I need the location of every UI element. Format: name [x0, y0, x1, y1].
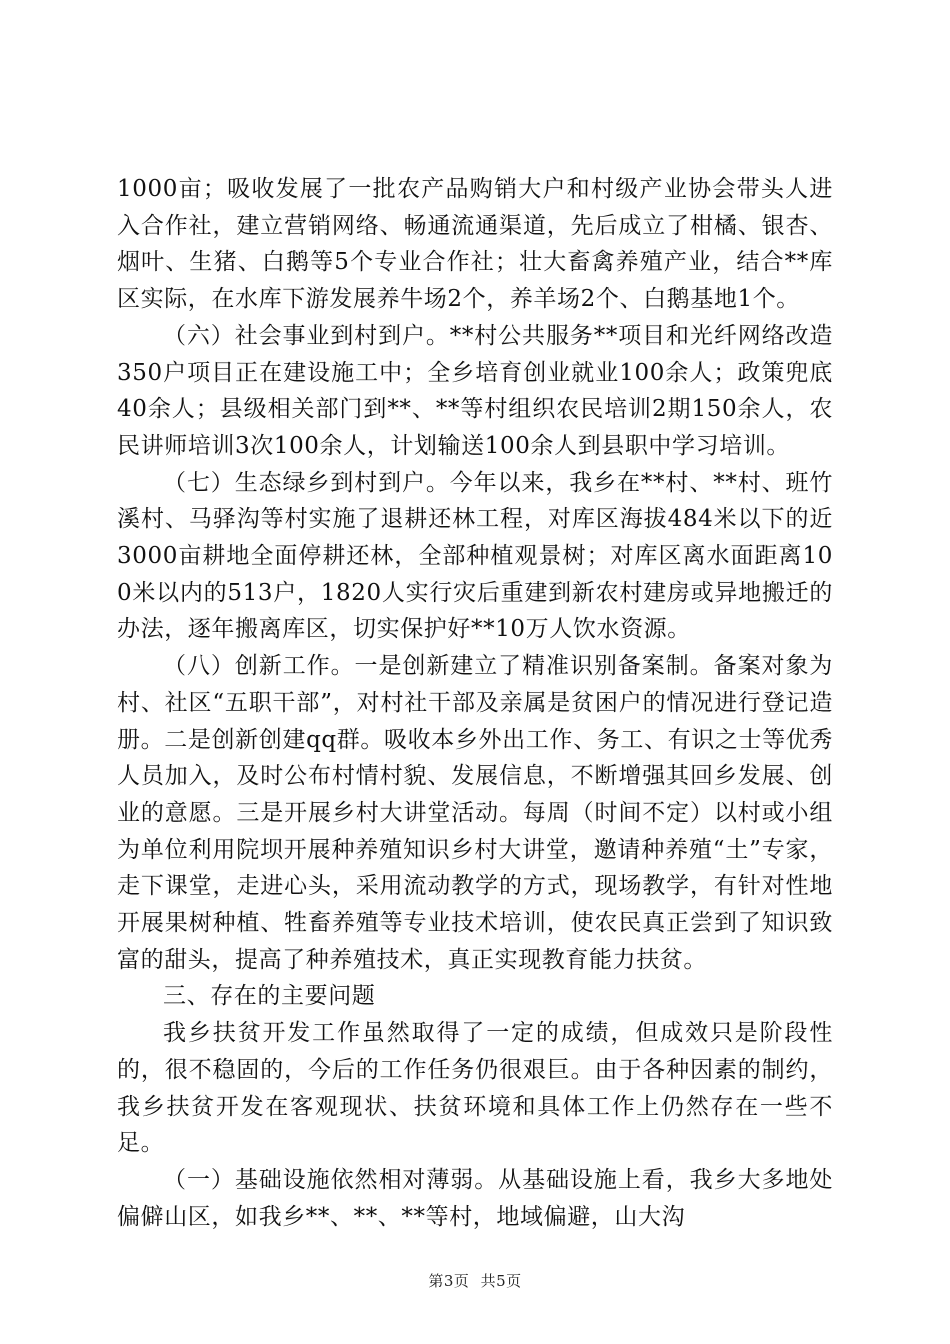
document-body: [117, 171, 833, 1235]
paragraph-ecology: （七）生态绿乡到村到户。今年以来，我乡在**村、**村、班竹溪村、马驿沟等村实施了退耕还林工程，对库区海拔484米以下的近3000亩耕地全面停耕还林，全部种植观景树；对库区离水面距离100米以内的513户，1820人实行灾后重建到新农村建房或异地搬迁的办法，逐年搬离库区，切实保护好**10万人饮水资源。: [117, 469, 833, 643]
paragraph-problems-intro: 我乡扶贫开发工作虽然取得了一定的成绩，但成效只是阶段性的，很不稳固的，今后的工作任务仍很艰巨。由于各种因素的制约，我乡扶贫开发在客观现状、扶贫环境和具体工作上仍然存在一些不足。: [117, 1020, 833, 1157]
paragraph-infrastructure: （一）基础设施依然相对薄弱。从基础设施上看，我乡大多地处偏僻山区，如我乡**、**、**等村，地域偏避，山大沟: [117, 1166, 833, 1230]
page-number: 第3页: [428, 1272, 470, 1290]
paragraph-innovation: （八）创新工作。一是创新建立了精准识别备案制。备案对象为村、社区“五职干部”，对村社干部及亲属是贫困户的情况进行登记造册。二是创新创建qq群。吸收本乡外出工作、务工、有识之士等优秀人员加入，及时公布村情村貌、发展信息，不断增强其回乡发展、创业的意愿。三是开展乡村大讲堂活动。每周（时间不定）以村或小组为单位利用院坝开展种养殖知识乡村大讲堂，邀请种养殖“土”专家，走下课堂，走进心头，采用流动教学的方式，现场教学，有针对性地开展果树种植、牲畜养殖等专业技术培训，使农民真正尝到了知识致富的甜头，提高了种养殖技术，真正实现教育能力扶贫。: [117, 653, 833, 973]
page-total: 共5页: [480, 1272, 522, 1290]
section-heading-problems: 三、存在的主要问题: [163, 983, 376, 1010]
page-footer: [0, 1270, 950, 1291]
paragraph-cooperatives: 1000亩；吸收发展了一批农产品购销大户和村级产业协会带头人进入合作社，建立营销网络、畅通流通渠道，先后成立了柑橘、银杏、烟叶、生猪、白鹅等5个专业合作社；壮大畜禽养殖产业，结合**库区实际，在水库下游发展养牛场2个，养羊场2个、白鹅基地1个。: [117, 176, 833, 313]
paragraph-social-services: （六）社会事业到村到户。**村公共服务**项目和光纤网络改造350户项目正在建设施工中；全乡培育创业就业100余人；政策兜底40余人；县级相关部门到**、**等村组织农民培训2期150余人，农民讲师培训3次100余人，计划输送100余人到县职中学习培训。: [117, 322, 833, 459]
